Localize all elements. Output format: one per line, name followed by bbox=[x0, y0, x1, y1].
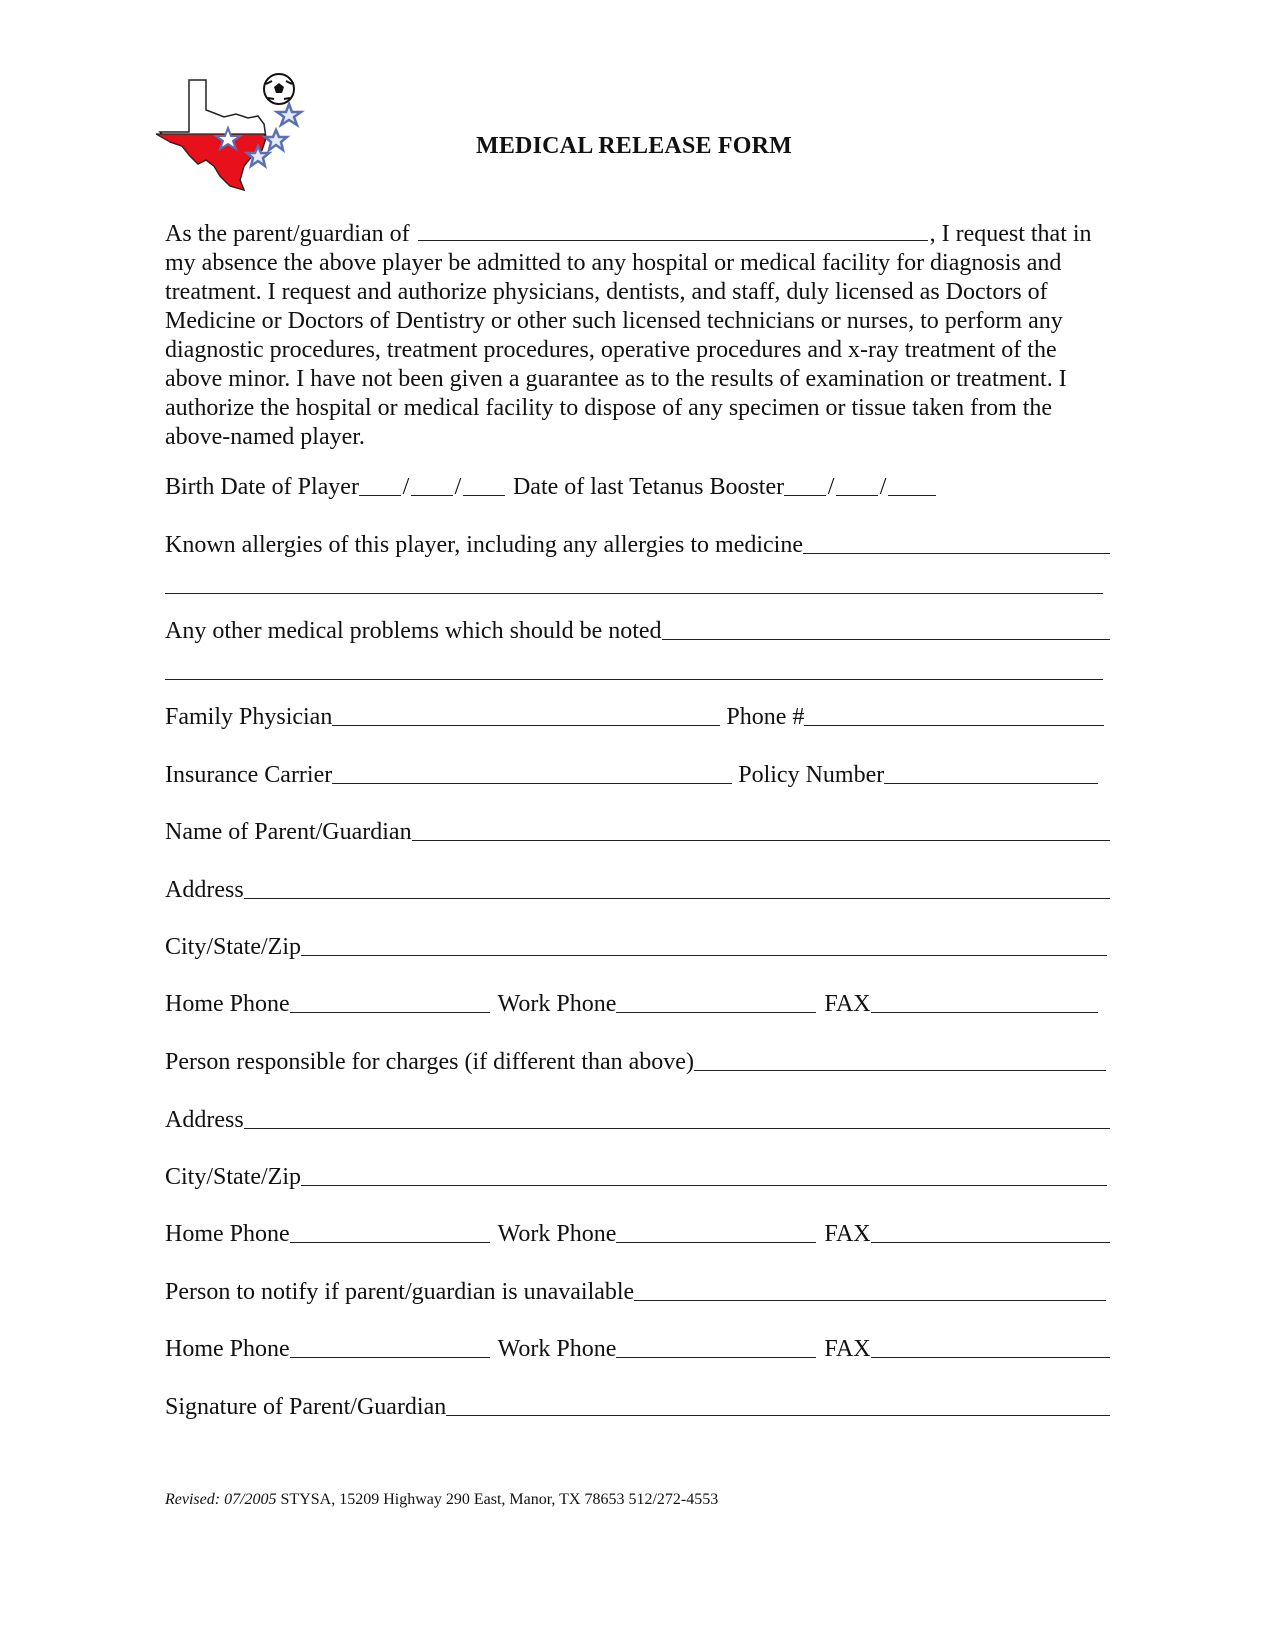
fax-label: FAX bbox=[824, 1221, 871, 1247]
date-separator: / bbox=[454, 474, 462, 500]
soccer-ball-icon bbox=[264, 74, 294, 104]
physician-field[interactable] bbox=[332, 701, 720, 726]
responsible-city-field[interactable] bbox=[301, 1161, 1107, 1186]
notify-row bbox=[165, 1272, 1110, 1306]
birth-date-label: Birth Date of Player bbox=[165, 474, 359, 500]
phones-row bbox=[165, 984, 1110, 1018]
notify-home-phone-field[interactable] bbox=[290, 1333, 490, 1358]
work-phone-label: Work Phone bbox=[497, 1336, 617, 1362]
player-name-field[interactable] bbox=[418, 218, 928, 241]
physician-phone-field[interactable] bbox=[804, 701, 1104, 726]
parent-name-row bbox=[165, 812, 1110, 846]
insurance-label: Insurance Carrier bbox=[165, 762, 333, 788]
medical-problems-row bbox=[165, 611, 1110, 645]
policy-field[interactable] bbox=[884, 759, 1098, 784]
signature-row bbox=[165, 1387, 1110, 1421]
intro-before-text: As the parent/guardian of bbox=[165, 221, 410, 247]
medical-problems-label: Any other medical problems which should be noted bbox=[165, 618, 662, 644]
responsible-phones-row bbox=[165, 1214, 1110, 1248]
work-phone-field[interactable] bbox=[616, 988, 816, 1013]
tetanus-month-field[interactable] bbox=[784, 471, 826, 496]
footer-address: STYSA, 15209 Highway 290 East, Manor, TX 78653 512/272-4553 bbox=[276, 1491, 719, 1508]
policy-label: Policy Number bbox=[738, 762, 885, 788]
notify-label: Person to notify if parent/guardian is unavailable bbox=[165, 1279, 635, 1305]
revised-date: Revised: 07/2005 bbox=[165, 1491, 277, 1508]
insurance-field[interactable] bbox=[332, 759, 732, 784]
responsible-row bbox=[165, 1042, 1110, 1076]
city-row bbox=[165, 927, 1110, 961]
insurance-row bbox=[165, 755, 1110, 789]
notify-work-phone-field[interactable] bbox=[616, 1333, 816, 1358]
birth-year-field[interactable] bbox=[463, 471, 505, 496]
home-phone-field[interactable] bbox=[290, 988, 490, 1013]
work-phone-label: Work Phone bbox=[497, 1221, 617, 1247]
city-label: City/State/Zip bbox=[165, 1164, 301, 1190]
parent-name-label: Name of Parent/Guardian bbox=[165, 819, 412, 845]
date-separator: / bbox=[402, 474, 410, 500]
city-label: City/State/Zip bbox=[165, 934, 301, 960]
notify-fax-field[interactable] bbox=[871, 1333, 1110, 1358]
allergies-continuation-line[interactable] bbox=[165, 593, 1103, 594]
stysa-logo bbox=[156, 72, 316, 194]
responsible-city-row bbox=[165, 1157, 1110, 1191]
blue-star-icon bbox=[277, 104, 301, 125]
work-phone-label: Work Phone bbox=[497, 991, 617, 1017]
home-phone-label: Home Phone bbox=[165, 1336, 290, 1362]
fax-label: FAX bbox=[824, 991, 871, 1017]
form-title: MEDICAL RELEASE FORM bbox=[476, 133, 793, 159]
signature-field[interactable] bbox=[446, 1391, 1110, 1416]
texas-red-fill bbox=[156, 134, 266, 190]
responsible-address-row bbox=[165, 1100, 1110, 1134]
home-phone-label: Home Phone bbox=[165, 991, 290, 1017]
responsible-fax-field[interactable] bbox=[871, 1218, 1110, 1243]
phone-label: Phone # bbox=[726, 704, 805, 730]
parent-name-field[interactable] bbox=[412, 816, 1110, 841]
signature-label: Signature of Parent/Guardian bbox=[165, 1394, 447, 1420]
authorization-paragraph bbox=[165, 218, 1110, 452]
allergies-row bbox=[165, 525, 1110, 559]
dates-row bbox=[165, 467, 1110, 501]
notify-field[interactable] bbox=[634, 1276, 1106, 1301]
physician-label: Family Physician bbox=[165, 704, 333, 730]
responsible-address-field[interactable] bbox=[244, 1104, 1110, 1129]
address-field[interactable] bbox=[244, 874, 1110, 899]
tetanus-day-field[interactable] bbox=[836, 471, 878, 496]
medical-problems-continuation-line[interactable] bbox=[165, 679, 1103, 680]
notify-phones-row bbox=[165, 1329, 1110, 1363]
blue-star-icon bbox=[265, 130, 287, 150]
city-field[interactable] bbox=[301, 931, 1107, 956]
allergies-label: Known allergies of this player, including any allergies to medicine bbox=[165, 532, 803, 558]
address-label: Address bbox=[165, 877, 244, 903]
birth-month-field[interactable] bbox=[359, 471, 401, 496]
tetanus-label: Date of last Tetanus Booster bbox=[512, 474, 785, 500]
fax-field[interactable] bbox=[871, 988, 1098, 1013]
responsible-work-phone-field[interactable] bbox=[616, 1218, 816, 1243]
date-separator: / bbox=[827, 474, 835, 500]
date-separator: / bbox=[879, 474, 887, 500]
physician-row bbox=[165, 697, 1110, 731]
home-phone-label: Home Phone bbox=[165, 1221, 290, 1247]
medical-problems-field[interactable] bbox=[662, 615, 1110, 640]
fax-label: FAX bbox=[824, 1336, 871, 1362]
responsible-home-phone-field[interactable] bbox=[290, 1218, 490, 1243]
allergies-field[interactable] bbox=[803, 529, 1110, 554]
responsible-label: Person responsible for charges (if different than above) bbox=[165, 1049, 694, 1075]
footer bbox=[165, 1491, 718, 1509]
birth-day-field[interactable] bbox=[411, 471, 453, 496]
responsible-field[interactable] bbox=[694, 1046, 1106, 1071]
intro-after-text: , I request that in my absence the above player be admitted to any hospital or medical facility for diagnosis and treatment. I request and authorize physicians, dentists, and staff, duly licensed as Doctors of Medicine or Doctors of Dentistry or other such licensed technicians or nurses, to perform any diagnostic procedures, treatment procedures, operative procedures and x-ray treatment of the above minor. I have not been given a guarantee as to the results of examination or treatment. I authorize the hospital or medical facility to dispose of any specimen or tissue taken from the above-named player. bbox=[165, 221, 1092, 450]
tetanus-year-field[interactable] bbox=[888, 471, 936, 496]
address-row bbox=[165, 870, 1110, 904]
address-label: Address bbox=[165, 1107, 244, 1133]
